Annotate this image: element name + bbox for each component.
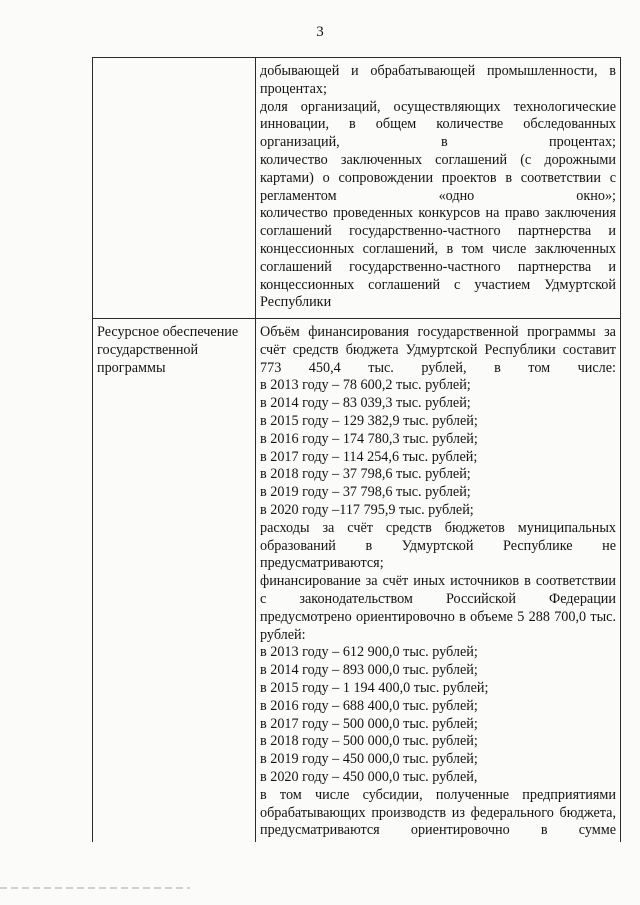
list-item: в 2016 году – 174 780,3 тыс. рублей; — [260, 430, 478, 447]
table-row — [93, 319, 621, 843]
list-item: в 2018 году – 500 000,0 тыс. рублей; — [260, 733, 478, 750]
paragraph: добывающей и обрабатывающей промышленности, в процентах; — [260, 63, 616, 97]
list-item: в 2017 году – 500 000,0 тыс. рублей; — [260, 715, 478, 732]
row-label-cell: Ресурсное обеспечение государственной программы — [93, 319, 256, 843]
program-passport-table — [92, 57, 621, 842]
table-row — [93, 58, 621, 319]
list-item: в 2014 году – 893 000,0 тыс. рублей; — [260, 662, 478, 679]
row-content-cell — [256, 319, 621, 843]
list-item: в 2014 году – 83 039,3 тыс. рублей; — [260, 395, 471, 412]
list-item: в 2019 году – 37 798,6 тыс. рублей; — [260, 484, 471, 501]
paragraph: количество заключенных соглашений (с дорожными картами) о сопровождении проектов в соответствии с регламентом «одно окно»; — [260, 151, 616, 204]
page-number: 3 — [316, 24, 324, 40]
list-item: в 2015 году – 1 194 400,0 тыс. рублей; — [260, 679, 489, 696]
list-item: в 2019 году – 450 000,0 тыс. рублей; — [260, 751, 478, 768]
list-item: в 2018 году – 37 798,6 тыс. рублей; — [260, 466, 471, 483]
paragraph: финансирование за счёт иных источников в соответствии с законодательством Российской Федерации предусмотрено ориентировочно в объеме 5 288 700,0 тыс. рублей: — [260, 573, 616, 643]
row-content-cell — [256, 58, 621, 319]
paragraph: Объём финансирования государственной программы за счёт средств бюджета Удмуртской Республики составит 773 450,4 тыс. рублей, в том числе: — [260, 324, 616, 376]
list-item: в 2013 году – 612 900,0 тыс. рублей; — [260, 644, 478, 661]
row-label-cell — [93, 58, 256, 319]
scan-artifact-line — [0, 887, 190, 889]
list-item: в 2015 году – 129 382,9 тыс. рублей; — [260, 412, 478, 429]
list-item: в 2020 году – 450 000,0 тыс. рублей, — [260, 768, 478, 785]
paragraph: доля организаций, осуществляющих технологические инновации, в общем количестве обследованных организаций, в процентах; — [260, 98, 616, 151]
list-item: в 2016 году – 688 400,0 тыс. рублей; — [260, 697, 478, 714]
paragraph: расходы за счёт средств бюджетов муниципальных образований в Удмуртской Республике не предусматриваются; — [260, 519, 616, 572]
list-item: в 2020 году –117 795,9 тыс. рублей; — [260, 501, 474, 518]
list-item: в 2013 году – 78 600,2 тыс. рублей; — [260, 377, 471, 394]
paragraph: в том числе субсидии, полученные предприятиями обрабатывающих производств из федерального бюджета, предусматриваются ориентировочно в сумме — [260, 786, 616, 839]
paragraph: количество проведенных конкурсов на право заключения соглашений государственно-частного партнерства и концессионных соглашений, в том числе заключенных соглашений государственно-частного партнерства и концессионных соглашений с участием Удмуртской Республики — [260, 205, 616, 311]
list-item: в 2017 году – 114 254,6 тыс. рублей; — [260, 448, 478, 465]
